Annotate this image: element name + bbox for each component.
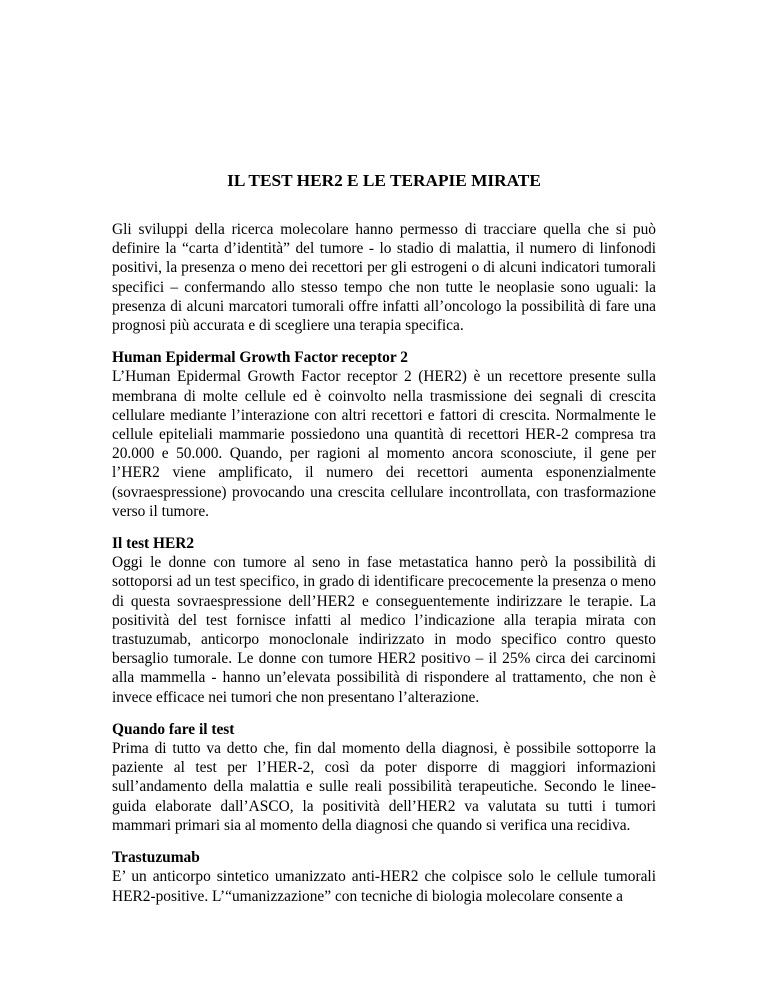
intro-paragraph: Gli sviluppi della ricerca molecolare hanno permesso di tracciare quella che si può definire la “carta d’identità” del tumore - lo stadio di malattia, il numero di linfonodi positivi, la presenza o meno dei recettori per gli estrogeni o di alcuni indicatori tumorali specifici – confermando allo stesso tempo che non tutte le neoplasie sono uguali: la presenza di alcuni marcatori tumorali offre infatti all’oncologo la possibilità di fare una prognosi più accurata e di scegliere una terapia specifica. bbox=[112, 221, 656, 335]
section-body: L’Human Epidermal Growth Factor receptor 2 (HER2) è un recettore presente sulla membrana di molte cellule ed è coinvolto nella trasmissione dei segnali di crescita cellulare mediante l’interazione con altri recettori e fattori di crescita. Normalmente le cellule epiteliali mammarie possiedono una quantità di recettori HER-2 compresa tra 20.000 e 50.000. Quando, per ragioni al momento ancora sconosciute, il gene per l’HER2 viene amplificato, il numero dei recettori aumenta esponenzialmente (sovraespressione) provocando una crescita cellulare incontrollata, con trasformazione verso il tumore. bbox=[112, 368, 656, 520]
section-body: Prima di tutto va detto che, fin dal momento della diagnosi, è possibile sottoporre la paziente al test per l’HER-2, così da poter disporre di maggiori informazioni sull’andamento della malattia e sulle reali possibilità terapeutiche. Secondo le linee-guida elaborate dall’ASCO, la positività dell’HER2 va valutata su tutti i tumori mammari primari sia al momento della diagnosi che quando si verifica una recidiva. bbox=[112, 740, 656, 834]
section-test-her2 bbox=[112, 534, 656, 707]
section-heading: Human Epidermal Growth Factor receptor 2 bbox=[112, 349, 408, 367]
section-heading: Il test HER2 bbox=[112, 535, 195, 553]
section-heading: Trastuzumab bbox=[112, 849, 200, 867]
section-body: Oggi le donne con tumore al seno in fase metastatica hanno però la possibilità di sottoporsi ad un test specifico, in grado di identificare precocemente la presenza o meno di questa sovraespressione dell’HER2 e conseguentemente indirizzare le terapie. La positività del test fornisce infatti al medico l’indicazione alla terapia mirata con trastuzumab, anticorpo monoclonale indirizzato in modo specifico contro questo bersaglio tumorale. Le donne con tumore HER2 positivo – il 25% circa dei carcinomi alla mammella - hanno un’elevata possibilità di rispondere al trattamento, che non è invece efficace nei tumori che non presentano l’alterazione. bbox=[112, 554, 656, 706]
section-heading: Quando fare il test bbox=[112, 720, 235, 738]
section-body: E’ un anticorpo sintetico umanizzato anti-HER2 che colpisce solo le cellule tumorali HER2-positive. L’“umanizzazione” con tecniche di biologia molecolare consente a bbox=[112, 868, 656, 905]
document-body bbox=[112, 220, 656, 906]
section-her2-receptor bbox=[112, 348, 656, 521]
section-quando-fare-test bbox=[112, 720, 656, 835]
document-title: IL TEST HER2 E LE TERAPIE MIRATE bbox=[227, 171, 541, 190]
section-trastuzumab bbox=[112, 848, 656, 906]
